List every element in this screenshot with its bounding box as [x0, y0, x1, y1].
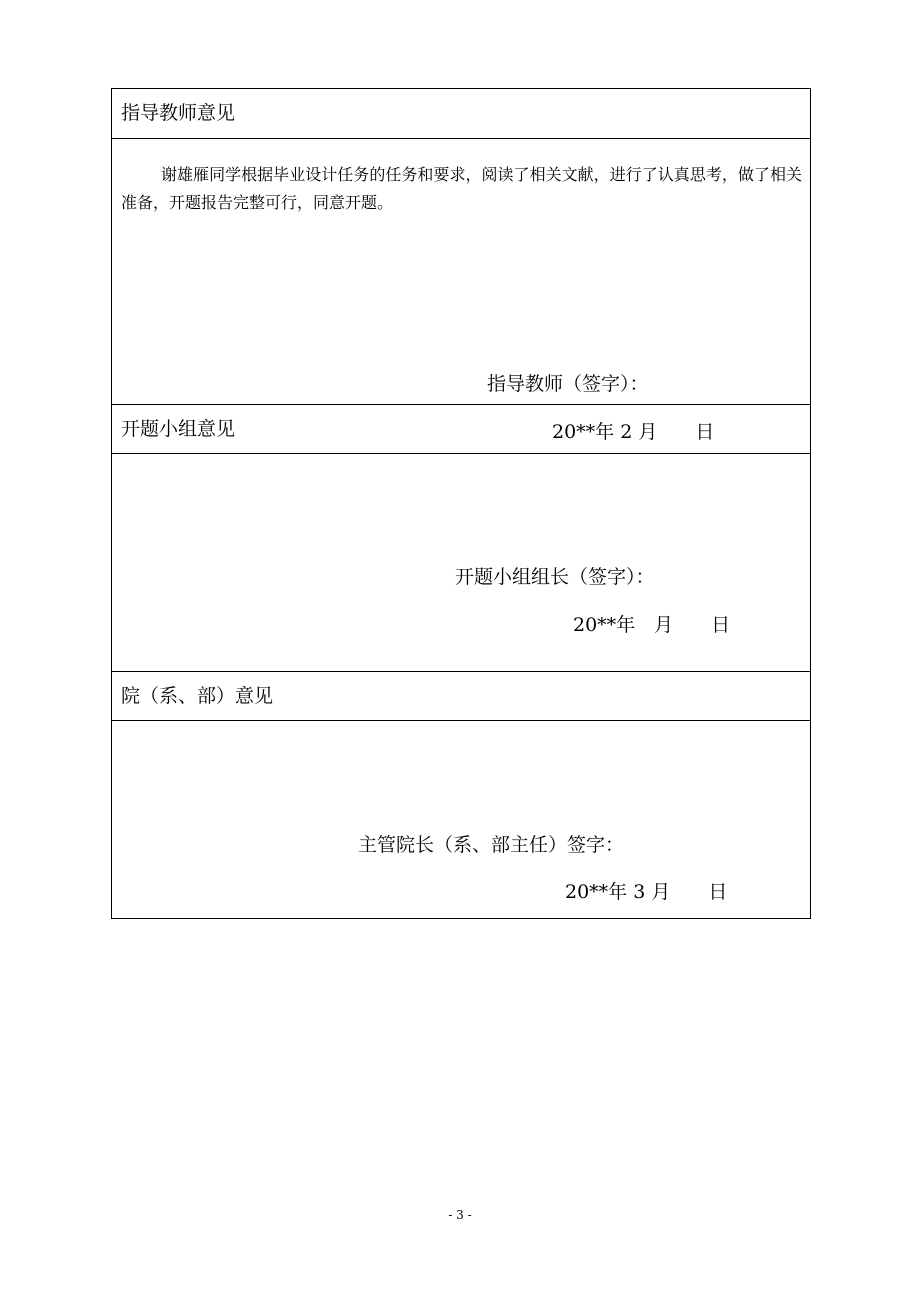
advisor-comment-text: 谢雄雁同学根据毕业设计任务的任务和要求，阅读了相关文献，进行了认真思考，做了相关准备，开题报告完整可行，同意开题。: [121, 165, 802, 212]
opinion-form-table: [111, 88, 811, 919]
page-number: - 3 -: [448, 1208, 472, 1222]
advisor-opinion-header: [112, 89, 810, 138]
panel-signature-date: 20**年 月 日: [573, 614, 731, 636]
advisor-signature-date: 20**年 2 月 日: [552, 421, 715, 443]
department-opinion-header: [112, 671, 810, 720]
panel-opinion-header: [112, 404, 810, 453]
department-opinion-title: 院（系、部）意见: [121, 685, 274, 707]
panel-opinion-body: [112, 453, 810, 671]
dean-signature-label: 主管院长（系、部主任）签字：: [358, 834, 625, 856]
advisor-signature-label: 指导教师（签字）：: [487, 373, 649, 395]
department-opinion-body: [112, 720, 810, 918]
department-signature-date: 20**年 3 月 日: [565, 881, 728, 903]
panel-opinion-title: 开题小组意见: [121, 418, 236, 440]
advisor-opinion-title: 指导教师意见: [121, 102, 236, 124]
panel-leader-signature-label: 开题小组组长（签字）：: [455, 566, 655, 588]
